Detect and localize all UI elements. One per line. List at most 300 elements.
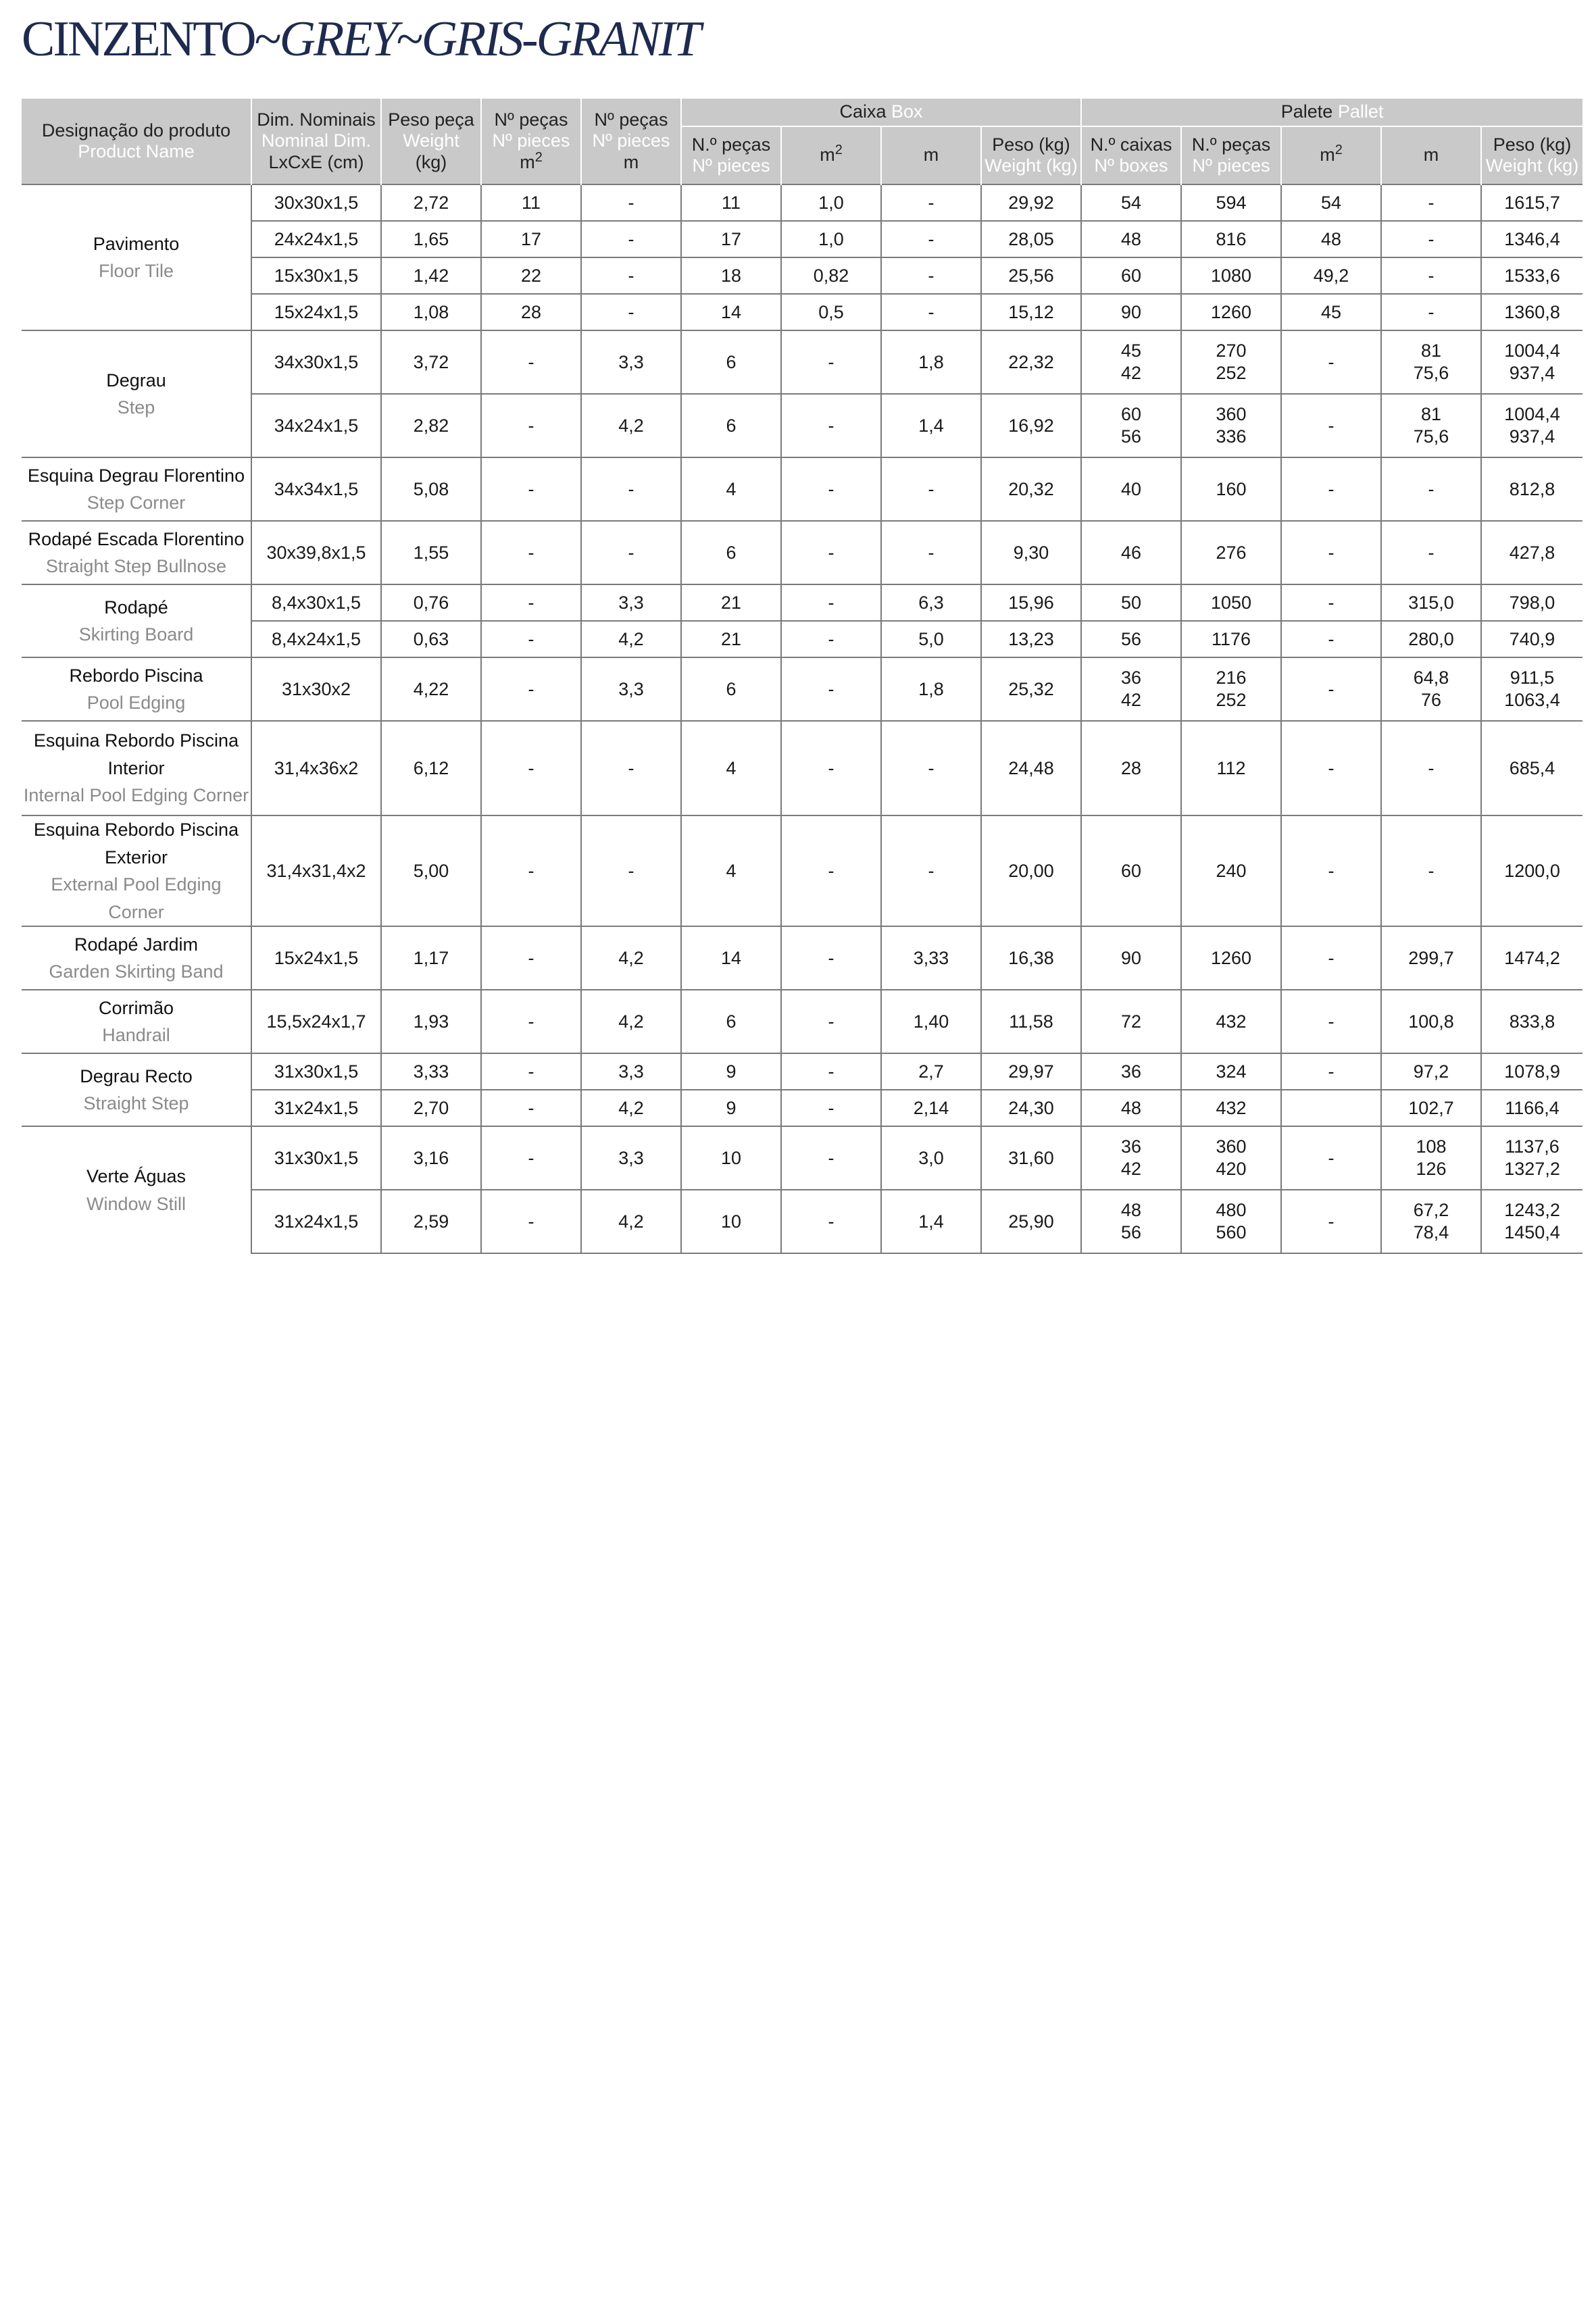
table-cell: - — [781, 394, 881, 457]
table-cell: 1615,7 — [1481, 184, 1582, 221]
table-cell: 15x30x1,5 — [251, 257, 381, 294]
table-cell — [1381, 1126, 1481, 1190]
product-name-pt: Corrimão — [98, 997, 174, 1018]
table-cell: 1,17 — [381, 926, 481, 990]
table-cell: - — [1381, 184, 1481, 221]
table-cell — [1381, 657, 1481, 721]
table-cell: 6 — [681, 990, 781, 1053]
header-pallet-boxes: N.º caixas Nº boxes — [1081, 126, 1181, 184]
product-name-en: Step — [117, 397, 155, 418]
table-cell: 28 — [1081, 721, 1181, 815]
product-name-en: Garden Skirting Band — [49, 961, 224, 982]
table-cell: - — [781, 621, 881, 657]
table-cell: - — [881, 221, 981, 257]
product-name-pt: Esquina Rebordo Piscina — [33, 820, 239, 840]
table-cell: 4,2 — [581, 990, 681, 1053]
table-cell: - — [481, 721, 581, 815]
table-cell: 1,65 — [381, 221, 481, 257]
table-cell: 0,63 — [381, 621, 481, 657]
table-cell: - — [1281, 621, 1381, 657]
table-cell: - — [781, 1190, 881, 1253]
table-cell: 432 — [1181, 990, 1281, 1053]
table-cell: 40 — [1081, 457, 1181, 521]
table-cell: 1,42 — [381, 257, 481, 294]
table-cell: 0,5 — [781, 294, 881, 330]
table-cell: 1,93 — [381, 990, 481, 1053]
product-name-en: Straight Step Bullnose — [45, 556, 227, 576]
table-cell: 25,56 — [981, 257, 1081, 294]
table-cell: 90 — [1081, 926, 1181, 990]
table-cell: 72 — [1081, 990, 1181, 1053]
table-cell: 18 — [681, 257, 781, 294]
cell-value-alt: 56 — [1120, 426, 1142, 447]
table-cell — [1081, 1126, 1181, 1190]
table-cell: 15,5x24x1,7 — [251, 990, 381, 1053]
table-cell: 9 — [681, 1053, 781, 1090]
table-row — [22, 657, 1582, 721]
product-name-cell — [22, 1053, 251, 1126]
product-name-pt: Pavimento — [93, 233, 180, 254]
table-cell: - — [581, 721, 681, 815]
cell-value: 67,2 — [1413, 1200, 1449, 1221]
product-name-pt-line2: Exterior — [104, 847, 168, 867]
cell-value-alt: 56 — [1120, 1222, 1142, 1242]
cell-value: 48 — [1120, 1200, 1142, 1221]
cell-value: 270 — [1216, 341, 1247, 361]
table-cell: 324 — [1181, 1053, 1281, 1090]
product-name-cell — [22, 184, 251, 330]
product-name-en: Floor Tile — [98, 261, 174, 281]
table-cell: - — [1381, 521, 1481, 584]
table-cell: 34x24x1,5 — [251, 394, 381, 457]
cell-value: 480 — [1216, 1200, 1247, 1221]
table-cell: - — [481, 990, 581, 1053]
table-cell: - — [881, 457, 981, 521]
table-cell: - — [1381, 721, 1481, 815]
table-cell: 9,30 — [981, 521, 1081, 584]
table-cell: - — [1381, 294, 1481, 330]
cell-value: 64,8 — [1413, 668, 1449, 688]
table-cell: 4 — [681, 457, 781, 521]
table-row — [22, 926, 1582, 990]
table-cell: 24,30 — [981, 1090, 1081, 1126]
table-cell: - — [581, 257, 681, 294]
table-cell: 2,7 — [881, 1053, 981, 1090]
table-cell: 276 — [1181, 521, 1281, 584]
table-cell: 25,90 — [981, 1190, 1081, 1253]
product-name-en: Handrail — [102, 1025, 170, 1045]
table-cell: 816 — [1181, 221, 1281, 257]
product-name-pt: Degrau — [106, 370, 166, 391]
product-table — [22, 97, 1582, 1254]
header-weight: Peso peça Weight (kg) — [381, 98, 481, 184]
cell-value: 360 — [1216, 1136, 1247, 1157]
product-name-cell — [22, 457, 251, 521]
table-cell: 14 — [681, 926, 781, 990]
table-cell: - — [1381, 257, 1481, 294]
table-cell: 15x24x1,5 — [251, 294, 381, 330]
table-cell: 11 — [481, 184, 581, 221]
table-cell: 6 — [681, 657, 781, 721]
table-cell: - — [781, 926, 881, 990]
table-cell: 15x24x1,5 — [251, 926, 381, 990]
header-pallet-group: Palete Pallet — [1081, 98, 1582, 126]
table-cell: 97,2 — [1381, 1053, 1481, 1090]
table-cell: 1346,4 — [1481, 221, 1582, 257]
table-header — [22, 98, 1582, 184]
table-body — [22, 184, 1582, 1253]
table-cell: 594 — [1181, 184, 1281, 221]
table-cell: 0,82 — [781, 257, 881, 294]
table-row — [22, 457, 1582, 521]
table-cell: - — [1381, 815, 1481, 926]
table-cell: 34x30x1,5 — [251, 330, 381, 394]
table-cell: 1260 — [1181, 294, 1281, 330]
table-row — [22, 394, 1582, 457]
table-cell — [1081, 657, 1181, 721]
table-cell: 6,3 — [881, 584, 981, 621]
product-name-en: Internal Pool Edging Corner — [23, 785, 249, 806]
table-cell: - — [881, 521, 981, 584]
table-cell: 3,3 — [581, 1053, 681, 1090]
table-wrapper — [22, 97, 1579, 1254]
table-cell: - — [781, 1053, 881, 1090]
table-cell: - — [1281, 926, 1381, 990]
cell-value-alt: 75,6 — [1413, 363, 1449, 383]
table-cell: 5,08 — [381, 457, 481, 521]
table-cell: 11 — [681, 184, 781, 221]
product-name-en: Pool Edging — [86, 693, 186, 713]
table-cell: - — [581, 457, 681, 521]
product-name-cell — [22, 815, 251, 926]
product-name-cell — [22, 990, 251, 1053]
header-box-m2: $m^2$ — [781, 126, 881, 184]
product-name-pt: Rodapé Escada Florentino — [28, 528, 245, 549]
cell-value: 1243,2 — [1504, 1200, 1560, 1221]
cell-value-alt: 1450,4 — [1504, 1222, 1560, 1242]
table-row — [22, 815, 1582, 926]
cell-value: 45 — [1120, 341, 1142, 361]
product-name-cell — [22, 721, 251, 815]
table-cell: 10 — [681, 1190, 781, 1253]
table-cell: - — [881, 721, 981, 815]
table-cell: - — [881, 184, 981, 221]
table-cell: 16,92 — [981, 394, 1081, 457]
table-cell: - — [1281, 394, 1381, 457]
table-cell: - — [881, 815, 981, 926]
table-cell — [1381, 330, 1481, 394]
table-cell: - — [1381, 457, 1481, 521]
product-name-en: Step Corner — [86, 493, 186, 513]
cell-value-alt: 252 — [1216, 690, 1247, 710]
table-cell: - — [481, 1090, 581, 1126]
table-cell: - — [881, 294, 981, 330]
table-cell: - — [781, 330, 881, 394]
header-box-group: Caixa Box — [681, 98, 1081, 126]
table-cell: 1,0 — [781, 184, 881, 221]
table-cell: 0,76 — [381, 584, 481, 621]
table-cell: 3,33 — [881, 926, 981, 990]
table-cell: - — [1281, 330, 1381, 394]
table-cell: 45 — [1281, 294, 1381, 330]
table-cell: 3,16 — [381, 1126, 481, 1190]
table-cell: - — [481, 1126, 581, 1190]
table-row — [22, 721, 1582, 815]
cell-value-alt: 252 — [1216, 363, 1247, 383]
table-row — [22, 330, 1582, 394]
table-cell: 432 — [1181, 1090, 1281, 1126]
table-cell: 1,0 — [781, 221, 881, 257]
table-cell: 20,00 — [981, 815, 1081, 926]
table-cell: 3,33 — [381, 1053, 481, 1090]
table-cell: 3,3 — [581, 584, 681, 621]
table-cell: - — [1281, 521, 1381, 584]
header-box-m: m — [881, 126, 981, 184]
table-cell: 299,7 — [1381, 926, 1481, 990]
table-cell: 48 — [1281, 221, 1381, 257]
table-cell: 6 — [681, 394, 781, 457]
table-cell: 3,3 — [581, 1126, 681, 1190]
table-cell: - — [781, 815, 881, 926]
table-cell: 2,70 — [381, 1090, 481, 1126]
table-cell: 2,82 — [381, 394, 481, 457]
table-cell: 46 — [1081, 521, 1181, 584]
table-cell: 4,2 — [581, 1190, 681, 1253]
table-cell: - — [1281, 1053, 1381, 1090]
table-cell: 1260 — [1181, 926, 1281, 990]
table-cell: 160 — [1181, 457, 1281, 521]
product-name-pt-line2: Interior — [107, 757, 165, 778]
cell-value-alt: 76 — [1420, 690, 1442, 710]
product-name-cell — [22, 521, 251, 584]
cell-value: 81 — [1420, 341, 1442, 361]
table-cell: 315,0 — [1381, 584, 1481, 621]
table-cell: 1176 — [1181, 621, 1281, 657]
cell-value-alt: 42 — [1120, 363, 1142, 383]
product-name-cell — [22, 657, 251, 721]
table-cell: 427,8 — [1481, 521, 1582, 584]
table-cell: - — [1281, 815, 1381, 926]
product-name-pt: Rodapé — [104, 597, 168, 618]
table-cell: 15,12 — [981, 294, 1081, 330]
table-cell: 3,3 — [581, 657, 681, 721]
product-name-cell — [22, 330, 251, 457]
table-cell: - — [781, 1126, 881, 1190]
table-cell: 3,72 — [381, 330, 481, 394]
table-cell: 1533,6 — [1481, 257, 1582, 294]
table-cell: - — [581, 221, 681, 257]
table-cell: 798,0 — [1481, 584, 1582, 621]
product-name-cell — [22, 584, 251, 657]
table-cell: 31,60 — [981, 1126, 1081, 1190]
table-cell — [1381, 394, 1481, 457]
table-cell: 31,4x36x2 — [251, 721, 381, 815]
table-cell — [1081, 330, 1181, 394]
table-cell: - — [781, 1090, 881, 1126]
table-row — [22, 990, 1582, 1053]
table-cell — [1081, 1190, 1181, 1253]
table-cell: 4,2 — [581, 394, 681, 457]
title-separator: ~ — [254, 11, 280, 67]
page-title — [22, 11, 699, 68]
table-cell: 48 — [1081, 1090, 1181, 1126]
table-cell: 60 — [1081, 257, 1181, 294]
table-cell: 1166,4 — [1481, 1090, 1582, 1126]
table-cell: 1,4 — [881, 394, 981, 457]
table-cell: 24,48 — [981, 721, 1081, 815]
cell-value: 1004,4 — [1504, 341, 1560, 361]
table-row — [22, 1190, 1582, 1253]
table-cell: 1,40 — [881, 990, 981, 1053]
table-cell: 1050 — [1181, 584, 1281, 621]
header-dimensions: Dim. Nominais Nominal Dim. LxCxE (cm) — [251, 98, 381, 184]
header-pallet-weight: Peso (kg) Weight (kg) — [1481, 126, 1582, 184]
table-cell: 60 — [1081, 815, 1181, 926]
table-cell: 1474,2 — [1481, 926, 1582, 990]
table-cell: 1,4 — [881, 1190, 981, 1253]
table-cell: 34x34x1,5 — [251, 457, 381, 521]
cell-value: 1137,6 — [1505, 1136, 1560, 1157]
table-cell: 31x30x1,5 — [251, 1126, 381, 1190]
product-name-pt: Degrau Recto — [80, 1065, 193, 1086]
table-cell: 4 — [681, 815, 781, 926]
table-cell: 8,4x30x1,5 — [251, 584, 381, 621]
table-cell: 1,55 — [381, 521, 481, 584]
title-portuguese: CINZENTO — [22, 11, 255, 67]
table-row — [22, 621, 1582, 657]
table-cell: - — [481, 584, 581, 621]
table-cell: - — [1281, 721, 1381, 815]
table-cell: 740,9 — [1481, 621, 1582, 657]
table-cell: 31,4x31,4x2 — [251, 815, 381, 926]
table-cell: - — [1281, 1126, 1381, 1190]
header-pallet-m: m — [1381, 126, 1481, 184]
table-cell: 22,32 — [981, 330, 1081, 394]
header-product: Designação do produto Product Name — [22, 98, 251, 184]
table-cell: 49,2 — [1281, 257, 1381, 294]
title-separator: ~ — [396, 11, 422, 67]
table-cell: - — [1281, 657, 1381, 721]
table-cell: - — [781, 721, 881, 815]
cell-value-alt: 75,6 — [1413, 426, 1449, 447]
table-cell — [1181, 657, 1281, 721]
header-pieces-per-m: Nº peças Nº pieces m — [581, 98, 681, 184]
table-cell: 10 — [681, 1126, 781, 1190]
table-cell: 29,92 — [981, 184, 1081, 221]
table-cell: 1078,9 — [1481, 1053, 1582, 1090]
cell-value-alt: 42 — [1120, 690, 1142, 710]
table-cell: 30x39,8x1,5 — [251, 521, 381, 584]
product-name-cell — [22, 1126, 251, 1253]
table-cell: - — [481, 621, 581, 657]
table-cell: 17 — [681, 221, 781, 257]
table-cell: 25,32 — [981, 657, 1081, 721]
table-cell: 31x30x2 — [251, 657, 381, 721]
table-cell: 4,22 — [381, 657, 481, 721]
cell-value-alt: 937,4 — [1509, 426, 1555, 447]
table-cell: 8,4x24x1,5 — [251, 621, 381, 657]
table-cell: 2,14 — [881, 1090, 981, 1126]
product-name-pt: Esquina Rebordo Piscina — [33, 730, 239, 751]
cell-value-alt: 42 — [1120, 1159, 1142, 1179]
table-cell: 102,7 — [1381, 1090, 1481, 1126]
table-cell: 29,97 — [981, 1053, 1081, 1090]
table-cell: 3,0 — [881, 1126, 981, 1190]
table-cell: - — [581, 294, 681, 330]
cell-value-alt: 560 — [1216, 1222, 1247, 1242]
product-name-pt: Rodapé Jardim — [74, 934, 199, 955]
table-cell: - — [1281, 457, 1381, 521]
table-cell: 15,96 — [981, 584, 1081, 621]
cell-value: 1004,4 — [1504, 404, 1560, 425]
table-cell: - — [1281, 1190, 1381, 1253]
cell-value: 108 — [1416, 1136, 1447, 1157]
cell-value-alt: 78,4 — [1413, 1222, 1449, 1242]
table-cell — [1081, 394, 1181, 457]
cell-value: 60 — [1120, 404, 1142, 425]
table-cell: 2,59 — [381, 1190, 481, 1253]
table-cell: - — [481, 1190, 581, 1253]
table-cell: 240 — [1181, 815, 1281, 926]
product-name-pt: Rebordo Piscina — [69, 665, 203, 686]
table-cell — [1281, 1090, 1381, 1126]
table-cell — [1481, 657, 1582, 721]
header-box-weight: Peso (kg) Weight (kg) — [981, 126, 1081, 184]
table-cell: 28 — [481, 294, 581, 330]
table-cell: 1,8 — [881, 657, 981, 721]
table-cell: 11,58 — [981, 990, 1081, 1053]
cell-value-alt: 1327,2 — [1504, 1159, 1560, 1179]
table-cell — [1181, 394, 1281, 457]
table-cell: 2,72 — [381, 184, 481, 221]
table-cell: 1360,8 — [1481, 294, 1582, 330]
table-cell: 1080 — [1181, 257, 1281, 294]
table-cell: 48 — [1081, 221, 1181, 257]
table-cell: 16,38 — [981, 926, 1081, 990]
table-cell: 21 — [681, 584, 781, 621]
table-cell: - — [781, 584, 881, 621]
table-cell: 54 — [1081, 184, 1181, 221]
table-cell: - — [481, 394, 581, 457]
table-cell: - — [481, 1053, 581, 1090]
table-cell: 21 — [681, 621, 781, 657]
table-cell: - — [1281, 584, 1381, 621]
table-cell — [1181, 1126, 1281, 1190]
table-cell: 6 — [681, 521, 781, 584]
header-pieces-per-m2: Nº peças Nº pieces $m^2$ — [481, 98, 581, 184]
table-cell: 56 — [1081, 621, 1181, 657]
table-cell: 13,23 — [981, 621, 1081, 657]
table-cell: 14 — [681, 294, 781, 330]
product-name-en: Skirting Board — [78, 624, 194, 645]
table-row — [22, 257, 1582, 294]
product-name-en: Straight Step — [83, 1093, 189, 1113]
table-cell: 22 — [481, 257, 581, 294]
title-french: GRIS-GRANIT — [421, 11, 699, 67]
table-cell: 833,8 — [1481, 990, 1582, 1053]
table-cell: 31x30x1,5 — [251, 1053, 381, 1090]
cell-value: 36 — [1120, 1136, 1142, 1157]
table-cell: 4,2 — [581, 621, 681, 657]
table-cell: - — [781, 657, 881, 721]
table-cell: 1,08 — [381, 294, 481, 330]
table-cell: 4,2 — [581, 1090, 681, 1126]
table-cell: 36 — [1081, 1053, 1181, 1090]
table-cell: 812,8 — [1481, 457, 1582, 521]
table-cell: - — [581, 815, 681, 926]
header-pallet-pieces: N.º peças Nº pieces — [1181, 126, 1281, 184]
table-cell: 4 — [681, 721, 781, 815]
